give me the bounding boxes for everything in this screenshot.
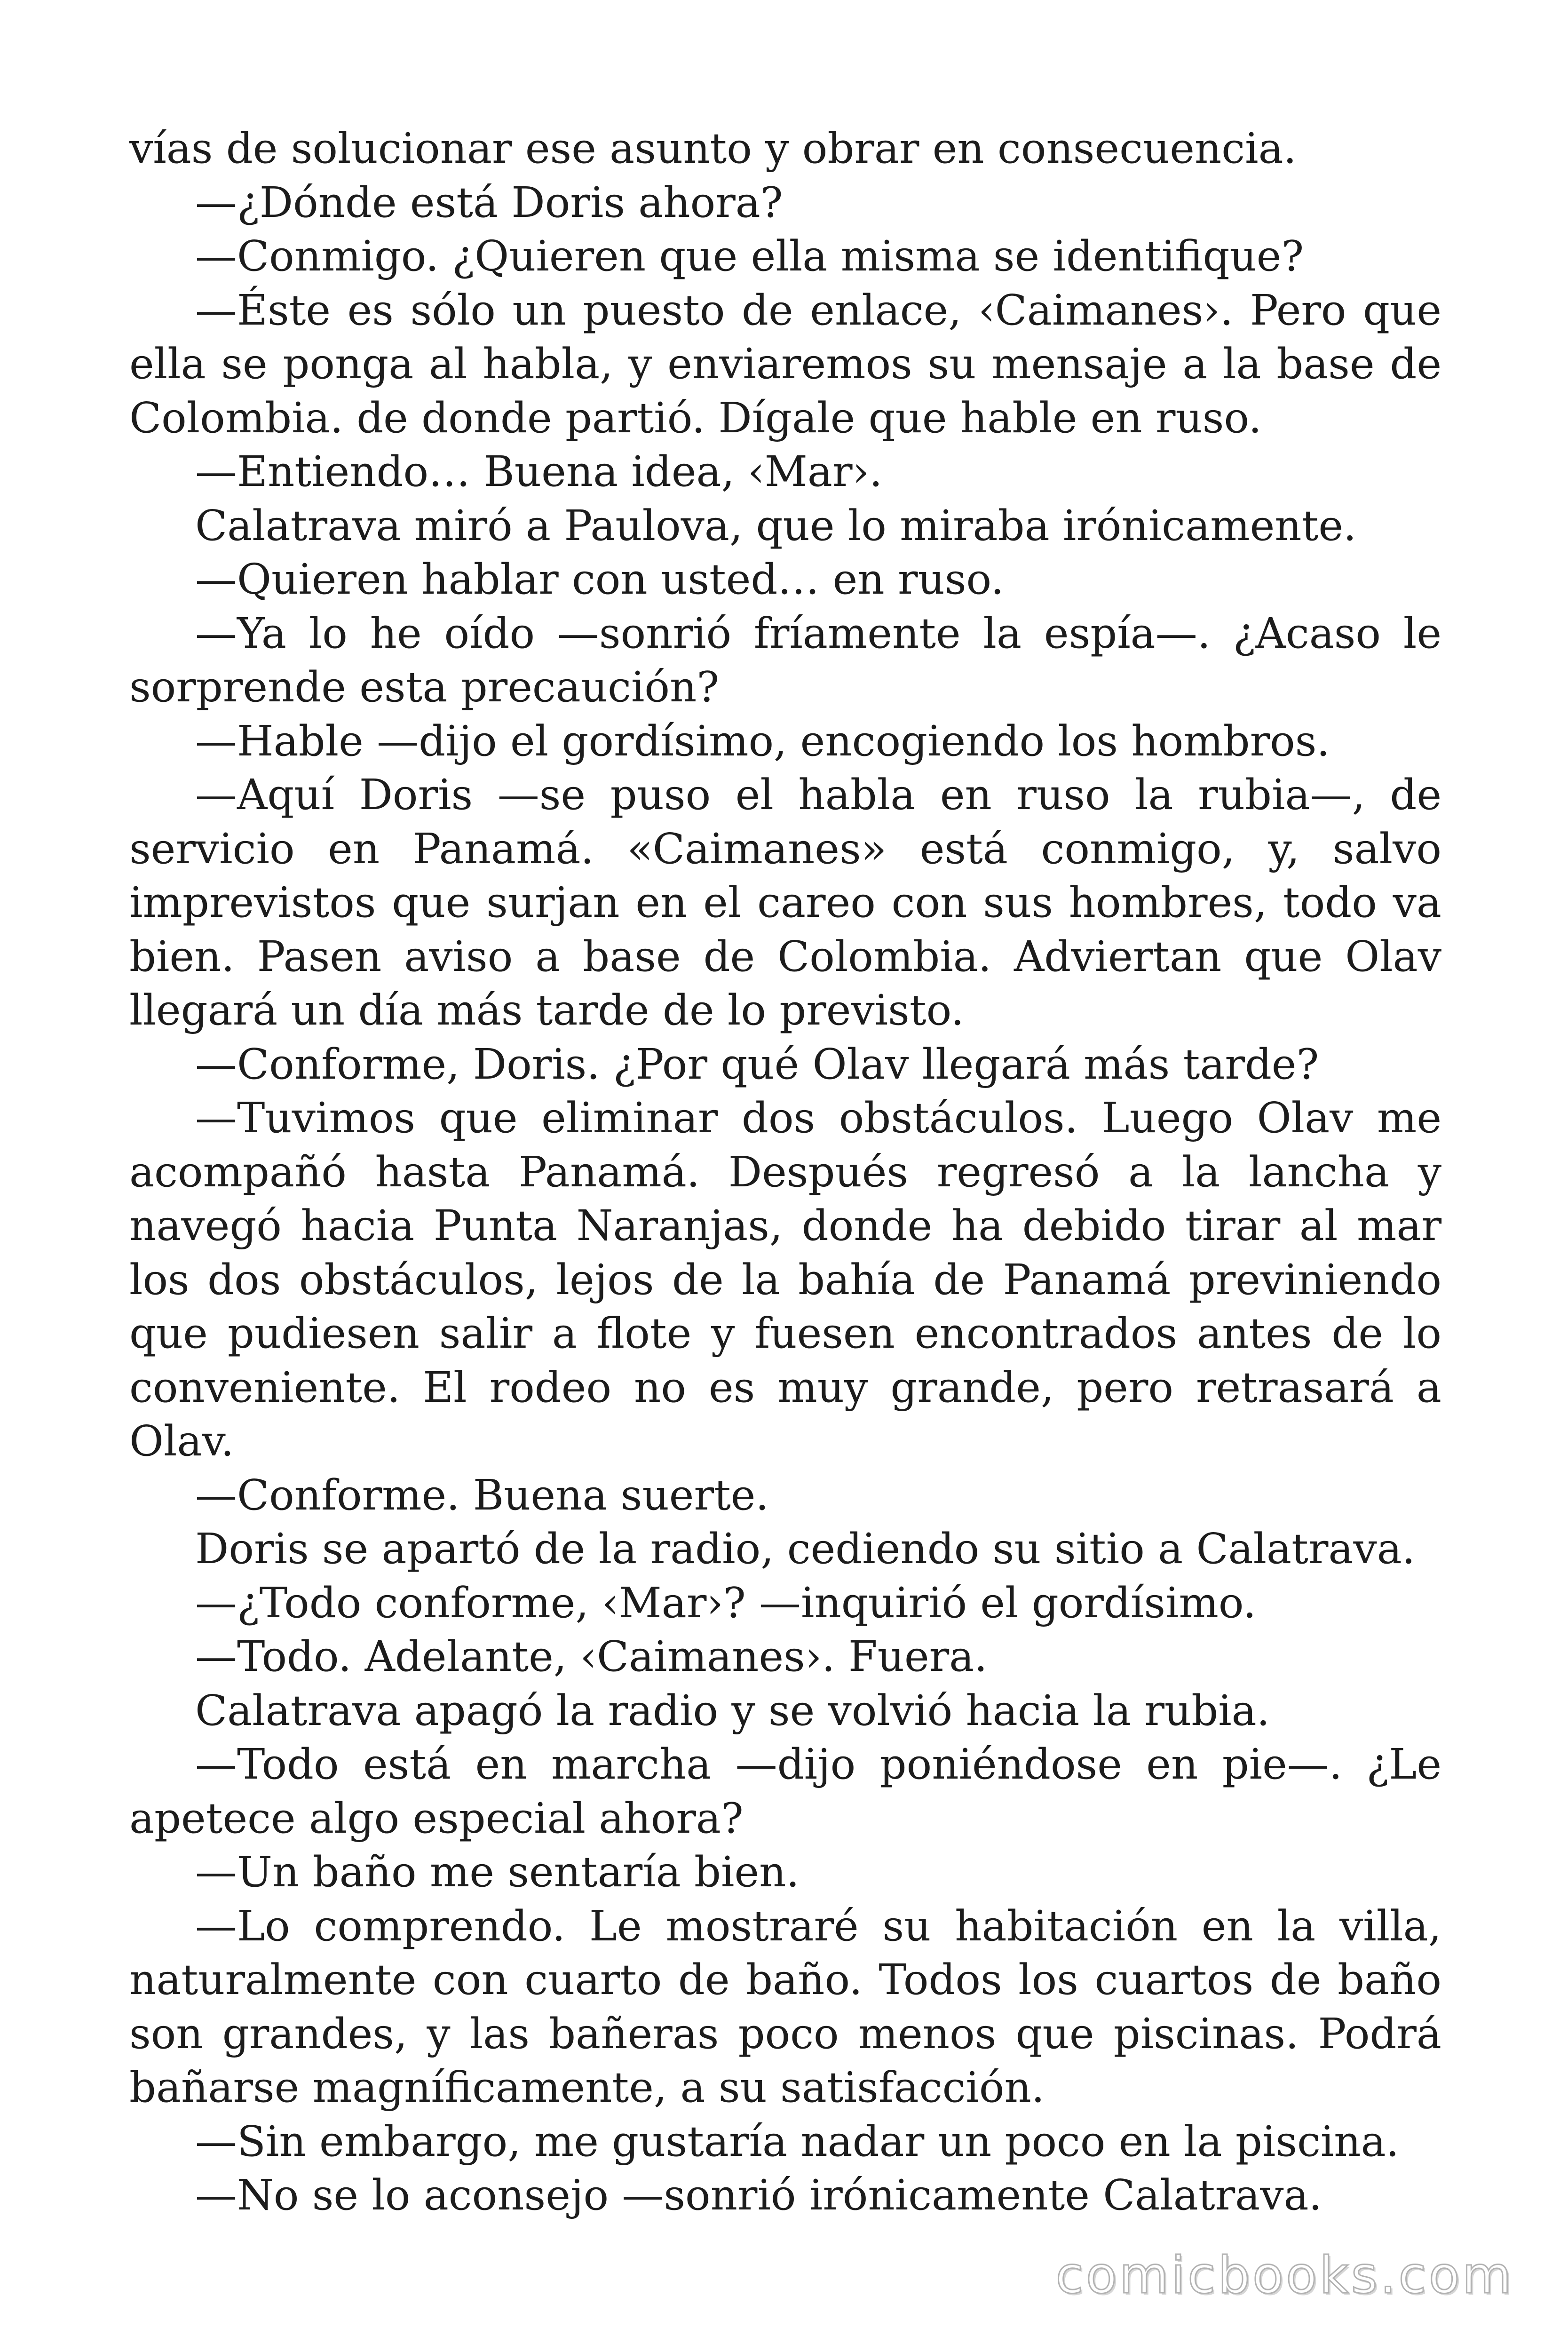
paragraph: —Lo comprendo. Le mostraré su habitación en la villa, naturalmente con cuarto de baño. Todos los cuartos de baño son grandes, y las bañeras poco menos que piscinas. Podrá bañarse magníficamente, a su satisfacción. — [129, 1901, 1441, 2112]
paragraph: —No se lo aconsejo —sonrió irónicamente Calatrava. — [195, 2170, 1322, 2219]
paragraph: vías de solucionar ese asunto y obrar en consecuencia. — [129, 124, 1297, 173]
body-text — [129, 121, 1441, 2222]
paragraph: —Tuvimos que eliminar dos obstáculos. Luego Olav me acompañó hasta Panamá. Después regresó a la lancha y navegó hacia Punta Naranjas, donde ha debido tirar al mar los dos obstáculos, lejos de la bahía de Panamá previniendo que pudiesen salir a flote y fuesen encontrados antes de lo conveniente. El rodeo no es muy grande, pero retrasará a Olav. — [129, 1093, 1441, 1465]
paragraph: —Éste es sólo un puesto de enlace, ‹Caimanes›. Pero que ella se ponga al habla, y enviaremos su mensaje a la base de Colombia. de donde partió. Dígale que hable en ruso. — [129, 285, 1441, 442]
watermark: comicbooks.com — [1055, 2246, 1514, 2305]
paragraph: —Hable —dijo el gordísimo, encogiendo los hombros. — [195, 716, 1330, 765]
paragraph: —Sin embargo, me gustaría nadar un poco en la piscina. — [195, 2116, 1399, 2166]
paragraph: —Quieren hablar con usted… en ruso. — [195, 555, 1004, 604]
paragraph: —¿Todo conforme, ‹Mar›? —inquirió el gordísimo. — [195, 1578, 1257, 1627]
paragraph: —Un baño me sentaría bien. — [195, 1847, 800, 1896]
paragraph: Calatrava apagó la radio y se volvió hacia la rubia. — [195, 1685, 1270, 1735]
paragraph: —Conforme, Doris. ¿Por qué Olav llegará más tarde? — [195, 1039, 1319, 1089]
paragraph: —Todo está en marcha —dijo poniéndose en pie—. ¿Le apetece algo especial ahora? — [129, 1740, 1441, 1843]
paragraph: Doris se apartó de la radio, cediendo su sitio a Calatrava. — [195, 1524, 1416, 1573]
paragraph: —Entiendo… Buena idea, ‹Mar›. — [195, 447, 883, 496]
paragraph: —Ya lo he oído —sonrió fríamente la espía—. ¿Acaso le sorprende esta precaución? — [129, 608, 1441, 711]
paragraph: —Conforme. Buena suerte. — [195, 1470, 769, 1519]
paragraph: —¿Dónde está Doris ahora? — [195, 177, 783, 227]
paragraph: —Aquí Doris —se puso el habla en ruso la rubia—, de servicio en Panamá. «Caimanes» está conmigo, y, salvo imprevistos que surjan en el careo con sus hombres, todo va bien. Pasen aviso a base de Colombia. Adviertan que Olav llegará un día más tarde de lo previsto. — [129, 770, 1441, 1034]
paragraph: —Conmigo. ¿Quieren que ella misma se identifique? — [195, 231, 1304, 280]
paragraph: —Todo. Adelante, ‹Caimanes›. Fuera. — [195, 1632, 988, 1681]
paragraph: Calatrava miró a Paulova, que lo miraba irónicamente. — [195, 501, 1357, 550]
